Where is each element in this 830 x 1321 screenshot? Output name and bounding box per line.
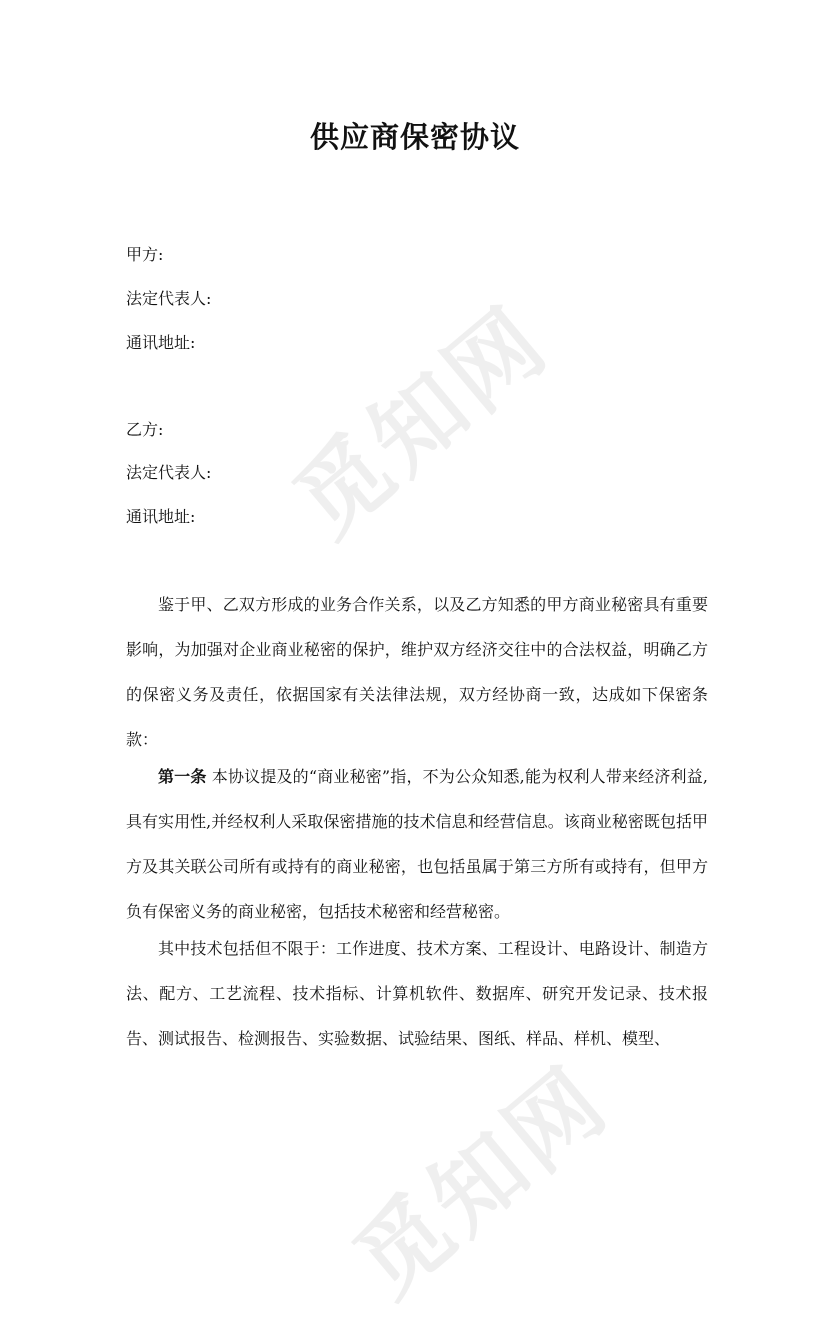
party-a-rep-label: 法定代表人: xyxy=(126,289,212,308)
party-a-label: 甲方: xyxy=(126,245,164,264)
article-1-paragraph xyxy=(126,754,708,934)
document-title: 供应商保密协议 xyxy=(309,120,520,154)
article-1-heading: 第一条 xyxy=(158,767,207,786)
party-a-address-label: 通讯地址: xyxy=(126,333,196,352)
tech-scope-paragraph: 其中技术包括但不限于：工作进度、技术方案、工程设计、电路设计、制造方法、配方、工艺流程、技术指标、计算机软件、数据库、研究开发记录、技术报告、测试报告、检测报告、实验数据、试验结果、图纸、样品、样机、模型、 xyxy=(126,939,708,1048)
party-b-label: 乙方: xyxy=(126,420,164,439)
preamble-paragraph: 鉴于甲、乙双方形成的业务合作关系，以及乙方知悉的甲方商业秘密具有重要影响，为加强对企业商业秘密的保护，维护双方经济交往中的合法权益，明确乙方的保密义务及责任，依据国家有关法律法规，双方经协商一致，达成如下保密条款： xyxy=(126,595,708,749)
party-b-address-label: 通讯地址: xyxy=(126,507,196,526)
party-b-rep-label: 法定代表人: xyxy=(126,463,212,482)
article-1-text: 本协议提及的“商业秘密”指，不为公众知悉,能为权利人带来经济利益,具有实用性,并经权利人采取保密措施的技术信息和经营信息。该商业秘密既包括甲方及其关联公司所有或持有的商业秘密，也包括虽属于第三方所有或持有，但甲方负有保密义务的商业秘密，包括技术秘密和经营秘密。 xyxy=(126,767,708,921)
watermark: 觅知网 xyxy=(274,285,569,558)
watermark: 觅知网 xyxy=(334,1045,629,1318)
